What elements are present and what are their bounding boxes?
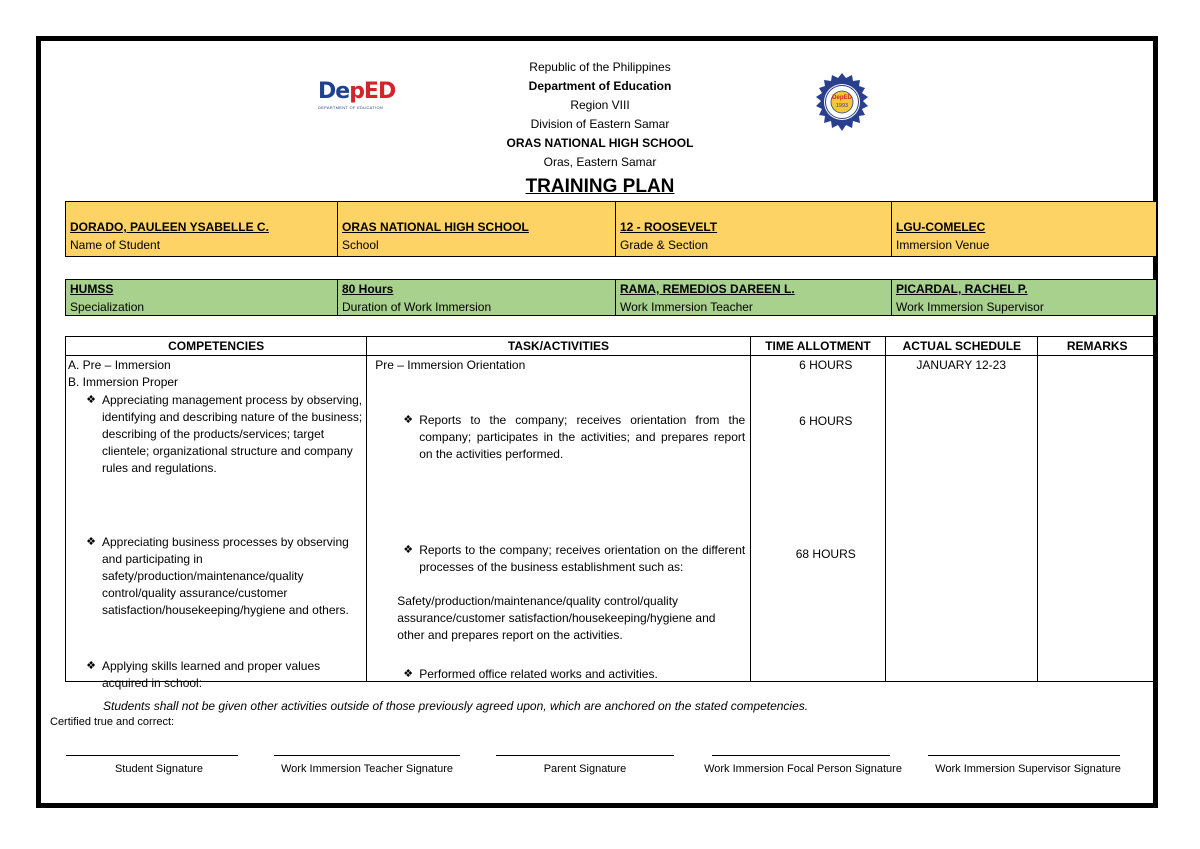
list-item (397, 666, 745, 683)
header-time-allotment: TIME ALLOTMENT (750, 337, 885, 356)
certified-label: Certified true and correct: (50, 716, 175, 728)
deped-logo-text-de: De (318, 79, 350, 104)
task-orientation: Pre – Immersion Orientation (375, 358, 526, 372)
school-label: School (342, 238, 379, 252)
competency-3: Applying skills learned and proper values acquired in school: (102, 659, 321, 690)
table-header-row (66, 337, 1157, 356)
header-address: Oras, Eastern Samar (543, 155, 657, 169)
supervisor-value: PICARDAL, RACHEL P. (896, 282, 1028, 296)
seal-text: DepED (832, 95, 852, 101)
list-item (397, 412, 745, 463)
grade-section-value: 12 - ROOSEVELT (620, 220, 718, 234)
specialization-value: HUMSS (70, 282, 114, 296)
task-2-continued: Safety/production/maintenance/quality control/quality assurance/customer satisfaction/housekeeping/hygiene and other and prepares report on the activities. (397, 594, 716, 642)
competency-1: Appreciating management process by observing, identifying and describing nature of the business; describing of the products/services; target clientele; organizational structure and company rules and regulations. (102, 393, 363, 475)
signature-line (274, 755, 460, 756)
supervisor-cell (892, 280, 1156, 315)
time-allotment-cell (750, 356, 885, 682)
training-plan-table (65, 336, 1157, 690)
document-header (0, 58, 1200, 200)
table-row (66, 356, 1157, 682)
focal-person-signature-label: Work Immersion Focal Person Signature (704, 763, 902, 775)
supervisor-label: Work Immersion Supervisor (896, 300, 1044, 314)
time-1: 6 HOURS (799, 358, 853, 372)
bullet-icon: ❖ (403, 544, 414, 556)
teacher-label: Work Immersion Teacher (620, 300, 753, 314)
teacher-signature-label: Work Immersion Teacher Signature (281, 763, 453, 775)
immersion-venue-cell (892, 202, 1156, 256)
specialization-cell (66, 280, 338, 315)
school-cell (338, 202, 616, 256)
immersion-proper-label: B. Immersion Proper (68, 375, 179, 389)
bullet-icon: ❖ (86, 536, 96, 548)
teacher-value: RAMA, REMEDIOS DAREEN L. (620, 282, 795, 296)
student-info-box (65, 201, 1157, 257)
list-item (80, 658, 356, 692)
header-tasks: TASK/ACTIVITIES (367, 337, 751, 356)
list-item (397, 542, 745, 576)
immersion-venue-label: Immersion Venue (896, 238, 990, 252)
signature-line (712, 755, 890, 756)
remarks-cell (1038, 356, 1157, 682)
teacher-cell (616, 280, 892, 315)
header-remarks: REMARKS (1038, 337, 1157, 356)
time-3: 68 HOURS (795, 547, 856, 561)
time-2: 6 HOURS (799, 414, 853, 428)
header-competencies: COMPETENCIES (66, 337, 367, 356)
program-info-box (65, 279, 1157, 316)
signature-line (66, 755, 238, 756)
header-region: Region VIII (570, 98, 630, 112)
student-name-cell (66, 202, 338, 256)
header-republic: Republic of the Philippines (529, 60, 671, 74)
immersion-venue-value: LGU-COMELEC (896, 220, 986, 234)
grade-section-cell (616, 202, 892, 256)
actual-schedule-cell (886, 356, 1038, 682)
bullet-icon: ❖ (86, 660, 96, 672)
pre-immersion-label: A. Pre – Immersion (68, 358, 171, 372)
signature-line (496, 755, 674, 756)
seal-year: 1993 (835, 103, 849, 109)
header-department: Department of Education (528, 79, 672, 93)
supervisor-signature-label: Work Immersion Supervisor Signature (935, 763, 1121, 775)
student-name-value: DORADO, PAULEEN YSABELLE C. (70, 220, 269, 234)
school-value: ORAS NATIONAL HIGH SCHOOL (342, 220, 529, 234)
duration-label: Duration of Work Immersion (342, 300, 492, 314)
competencies-cell (66, 356, 367, 690)
duration-value: 80 Hours (342, 282, 394, 296)
footer-note: Students shall not be given other activities outside of those previously agreed upon, which are anchored on the stated competencies. (103, 699, 809, 713)
parent-signature-label: Parent Signature (543, 763, 627, 775)
task-1: Reports to the company; receives orientation from the company; participates in the activities; and prepares report on the activities performed. (419, 413, 746, 461)
student-signature-label: Student Signature (114, 763, 204, 775)
bullet-icon: ❖ (86, 394, 96, 406)
page-title: TRAINING PLAN (525, 176, 675, 197)
schedule-1: JANUARY 12-23 (916, 358, 1007, 372)
tasks-cell (367, 356, 751, 682)
header-actual-schedule: ACTUAL SCHEDULE (886, 337, 1038, 356)
list-item (80, 392, 366, 477)
deped-logo-text-ped: pED (349, 79, 396, 104)
task-2: Reports to the company; receives orientation on the different processes of the business establishment such as: (419, 543, 746, 574)
student-name-label: Name of Student (70, 238, 161, 252)
competency-2: Appreciating business processes by observing and participating in safety/production/maintenance/quality control/quality assurance/customer satisfaction/housekeeping/hygiene and others. (102, 535, 349, 617)
deped-logo-subtitle: DEPARTMENT OF EDUCATION (318, 105, 384, 110)
duration-cell (338, 280, 616, 315)
specialization-label: Specialization (70, 300, 145, 314)
task-3: Performed office related works and activities. (419, 667, 658, 681)
list-item (80, 534, 356, 619)
header-school: ORAS NATIONAL HIGH SCHOOL (506, 136, 694, 150)
grade-section-label: Grade & Section (620, 238, 709, 252)
signature-line (928, 755, 1120, 756)
bullet-icon: ❖ (403, 668, 414, 680)
bullet-icon: ❖ (403, 414, 414, 426)
header-division: Division of Eastern Samar (530, 117, 670, 131)
